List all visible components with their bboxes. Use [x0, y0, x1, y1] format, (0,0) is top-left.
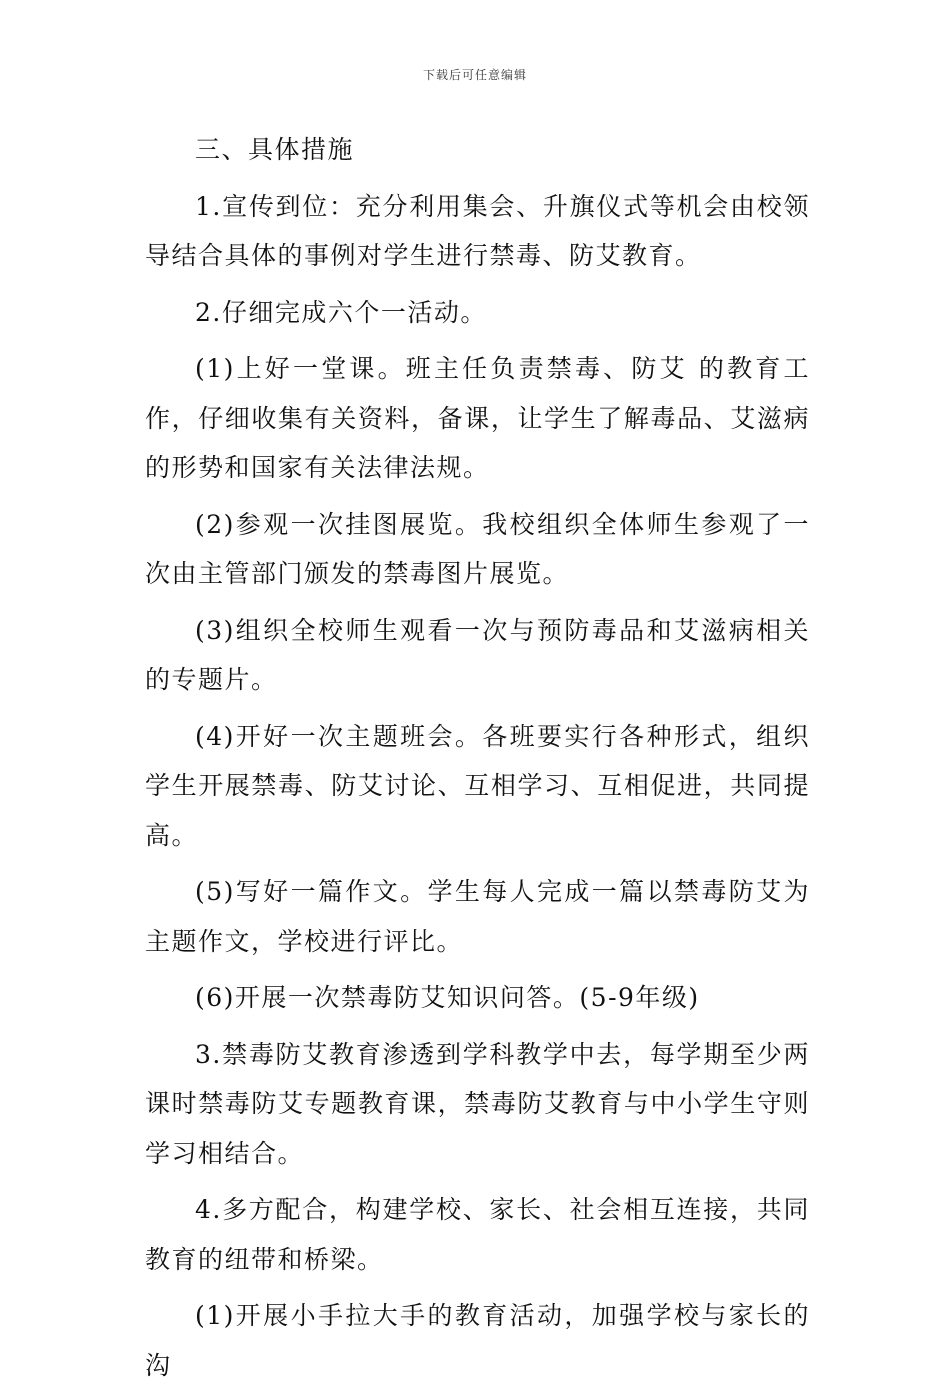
- paragraph-activity-6: (6)开展一次禁毒防艾知识问答。(5-9年级): [195, 983, 700, 1012]
- paragraph-cooperation: 4.多方配合，构建学校、家长、社会相互连接，共同教育的纽带和桥梁。: [145, 1195, 810, 1274]
- paragraph-cooperation-1: (1)开展小手拉大手的教育活动，加强学校与家长的沟: [145, 1301, 810, 1380]
- paragraph-publicity: 1.宣传到位：充分利用集会、升旗仪式等机会由校领导结合具体的事例对学生进行禁毒、防艾教育。: [145, 191, 810, 270]
- paragraph-activity-1: (1)上好一堂课。班主任负责禁毒、防艾 的教育工作，仔细收集有关资料，备课，让学生了解毒品、艾滋病的形势和国家有关法律法规。: [145, 354, 810, 482]
- document-body: [145, 125, 810, 1397]
- paragraph-curriculum: 3.禁毒防艾教育渗透到学科教学中去，每学期至少两课时禁毒防艾专题教育课，禁毒防艾教育与中小学生守则学习相结合。: [145, 1039, 810, 1168]
- paragraph-activity-2: (2)参观一次挂图展览。我校组织全体师生参观了一次由主管部门颁发的禁毒图片展览。: [145, 509, 810, 588]
- section-heading: 三、具体措施: [195, 135, 355, 164]
- paragraph-activity-3: (3)组织全校师生观看一次与预防毒品和艾滋病相关的专题片。: [145, 615, 810, 694]
- paragraph-activity-5: (5)写好一篇作文。学生每人完成一篇以禁毒防艾为主题作文，学校进行评比。: [145, 877, 810, 956]
- paragraph-six-activities: 2.仔细完成六个一活动。: [195, 297, 487, 327]
- page-header-note: 下载后可任意编辑: [422, 68, 527, 82]
- paragraph-activity-4: (4)开好一次主题班会。各班要实行各种形式，组织学生开展禁毒、防艾讨论、互相学习、互相促进，共同提高。: [145, 721, 810, 850]
